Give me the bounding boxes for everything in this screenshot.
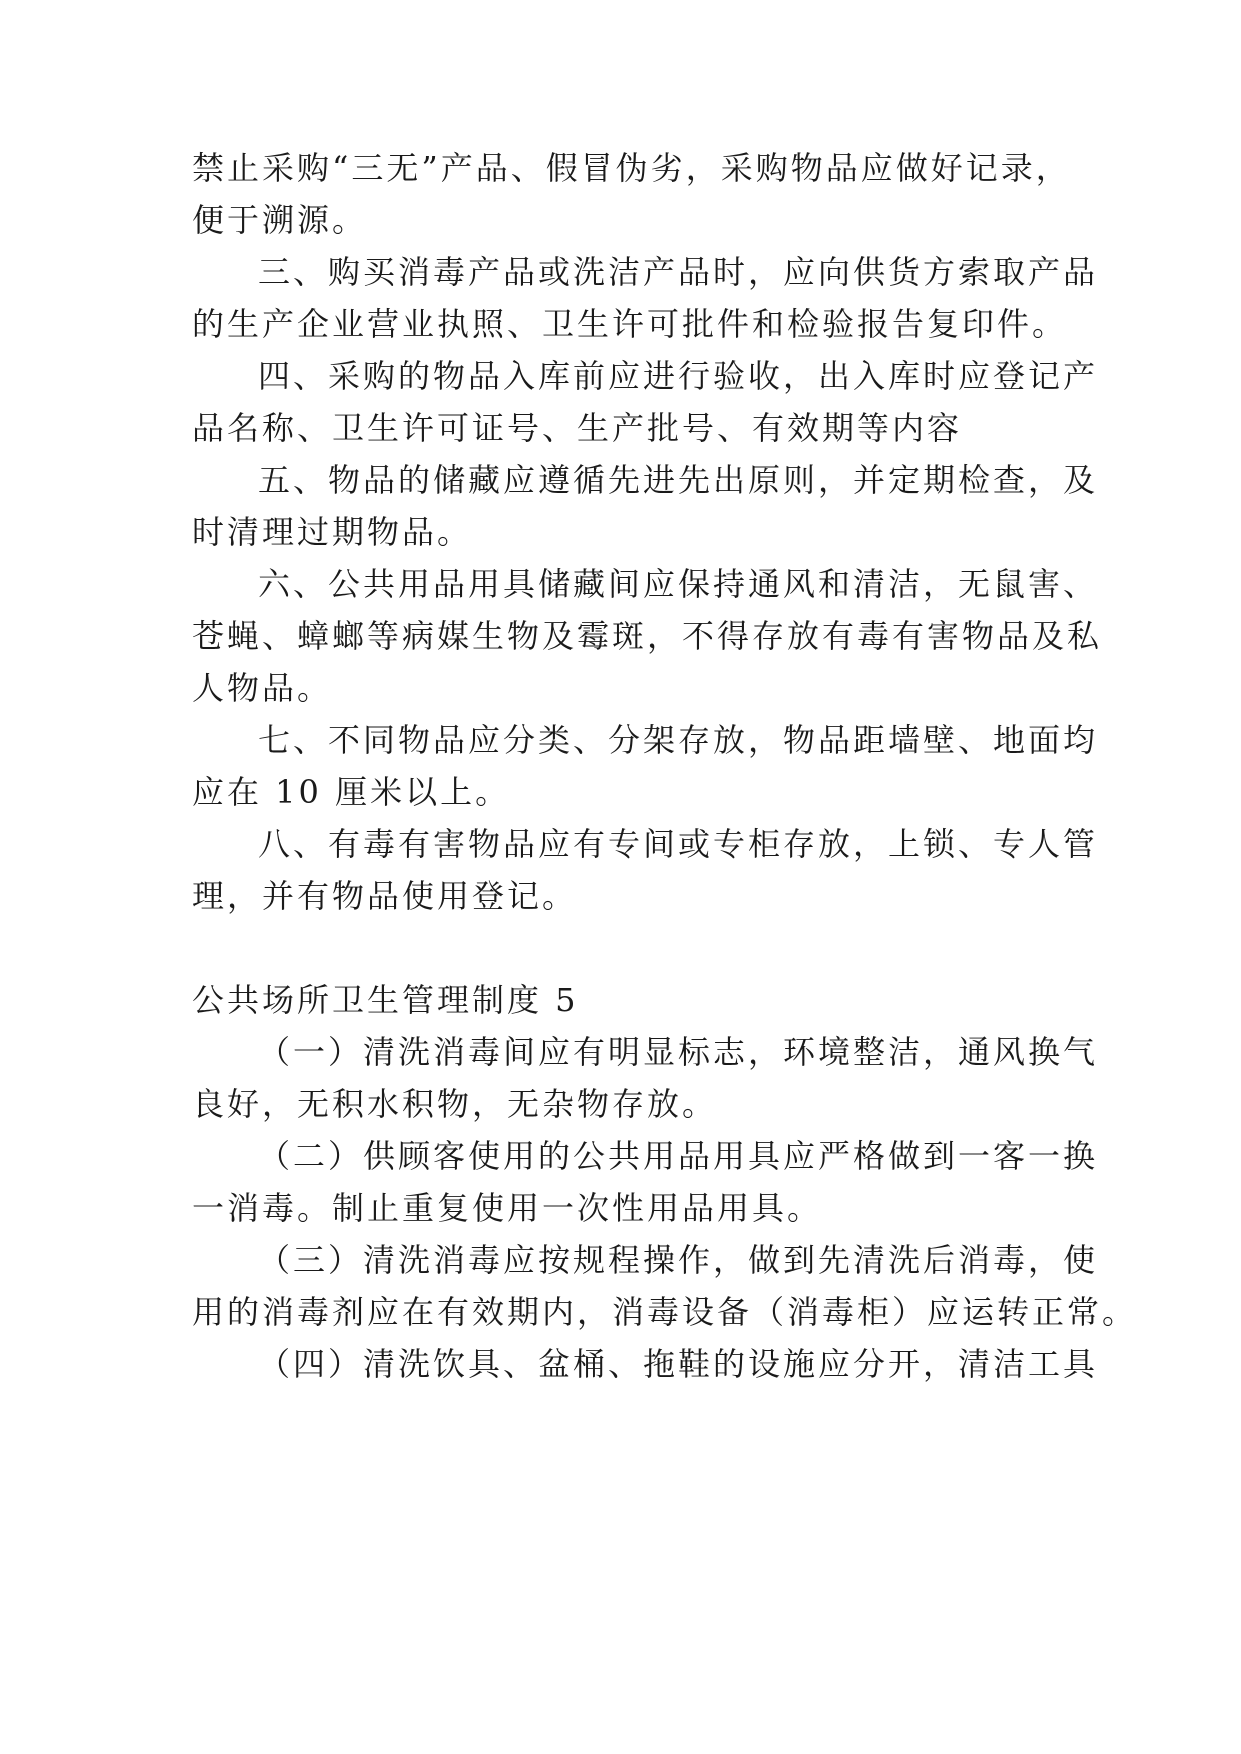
text-line: 苍蝇、蟑螂等病媒生物及霉斑，不得存放有毒有害物品及私	[192, 617, 1103, 655]
text-line: 时清理过期物品。	[192, 513, 473, 551]
text-line: 应在 10 厘米以上。	[192, 773, 511, 811]
paragraph-item-3-line: 三、购买消毒产品或洗洁产品时，应向供货方索取产品	[258, 253, 1099, 291]
paragraph-sub-4-line: （四）清洗饮具、盆桶、拖鞋的设施应分开，清洁工具	[258, 1345, 1099, 1383]
paragraph-item-7-line: 七、不同物品应分类、分架存放，物品距墙壁、地面均	[258, 721, 1099, 759]
text-line: 品名称、卫生许可证号、生产批号、有效期等内容	[192, 409, 963, 447]
paragraph-item-6-line: 六、公共用品用具储藏间应保持通风和清洁，无鼠害、	[258, 565, 1099, 603]
paragraph-item-5-line: 五、物品的储藏应遵循先进先出原则，并定期检查，及	[258, 461, 1099, 499]
text-line: 便于溯源。	[192, 201, 368, 239]
text-line: 一消毒。制止重复使用一次性用品用具。	[192, 1189, 823, 1227]
paragraph-sub-2-line: （二）供顾客使用的公共用品用具应严格做到一客一换	[258, 1137, 1099, 1175]
paragraph-item-4-line: 四、采购的物品入库前应进行验收，出入库时应登记产	[258, 357, 1099, 395]
text-line: 人物品。	[192, 669, 333, 707]
paragraph-sub-3-line: （三）清洗消毒应按规程操作，做到先清洗后消毒，使	[258, 1241, 1099, 1279]
section-title: 公共场所卫生管理制度 5	[192, 981, 579, 1019]
text-line: 良好，无积水积物，无杂物存放。	[192, 1085, 718, 1123]
text-line: 禁止采购“三无”产品、假冒伪劣，采购物品应做好记录，	[192, 149, 1071, 187]
text-line: 理，并有物品使用登记。	[192, 877, 578, 915]
paragraph-item-8-line: 八、有毒有害物品应有专间或专柜存放，上锁、专人管	[258, 825, 1099, 863]
text-line: 的生产企业营业执照、卫生许可批件和检验报告复印件。	[192, 305, 1068, 343]
text-line: 用的消毒剂应在有效期内，消毒设备（消毒柜）应运转正常。	[192, 1293, 1138, 1331]
paragraph-sub-1-line: （一）清洗消毒间应有明显标志，环境整洁，通风换气	[258, 1033, 1099, 1071]
